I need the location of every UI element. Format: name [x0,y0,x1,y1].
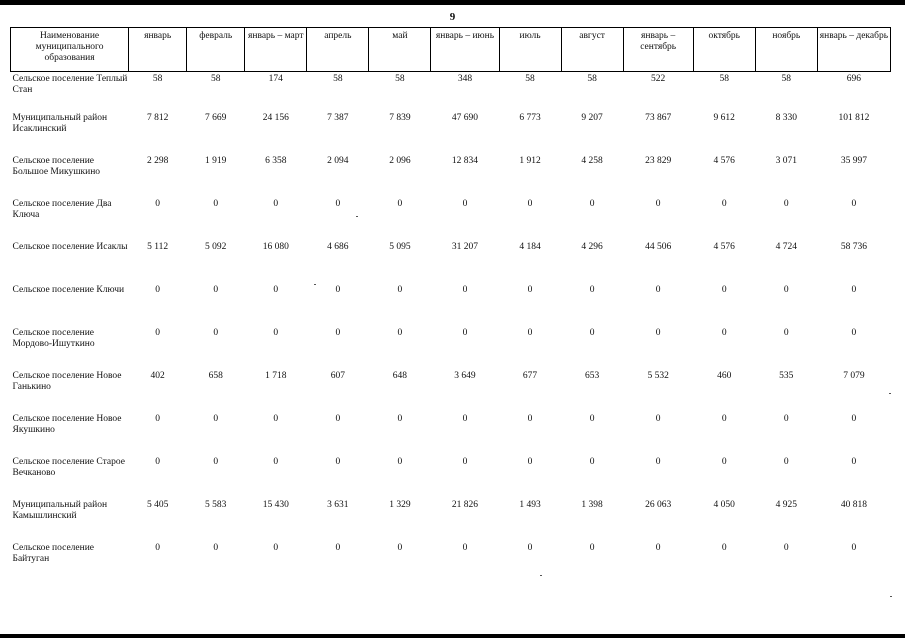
value-cell: 0 [851,285,857,295]
value-cell: 0 [589,328,595,338]
value-cell: 2 094 [327,156,349,166]
value-cell: 522 [651,74,666,84]
municipality-name-cell: Сельское поселение Исаклы [12,242,128,252]
value-cell: 4 686 [327,242,349,252]
value-cell: 0 [851,543,857,553]
value-cell: 0 [273,414,279,424]
value-cell: 0 [397,328,403,338]
value-cell: 0 [155,199,161,209]
value-cell: 31 207 [451,242,479,252]
municipality-name-cell: Сельское поселение Два Ключа [12,199,112,220]
value-cell: 0 [589,457,595,467]
municipality-name-cell: Муниципальный район Камышлинский [12,500,108,521]
value-cell: 58 [587,74,597,84]
value-cell: 6 358 [265,156,287,166]
value-cell: 9 612 [713,113,735,123]
value-cell: 73 867 [645,113,672,123]
value-cell: 7 812 [146,113,169,123]
value-cell: 4 184 [519,242,541,252]
municipality-name-cell: Сельское поселение Новое Ганькино [12,371,122,392]
table-row [11,498,891,541]
column-header-month: май [369,28,431,72]
column-header-month: январь – сентябрь [623,28,693,72]
value-cell: 0 [655,414,661,424]
table-row [11,369,891,412]
value-cell: 58 [525,74,535,84]
value-cell: 58 736 [840,242,867,252]
value-cell: 0 [783,328,789,338]
value-cell: 0 [721,328,727,338]
table-header-row [11,28,891,72]
municipal-data-table [10,27,891,587]
value-cell: 0 [462,199,468,209]
value-cell: 0 [462,457,468,467]
value-cell: 0 [527,414,533,424]
value-cell: 4 925 [775,500,797,510]
value-cell: 0 [273,457,279,467]
value-cell: 40 818 [840,500,867,510]
value-cell: 0 [462,285,468,295]
table-body [11,72,891,588]
value-cell: 0 [655,457,661,467]
value-cell: 23 829 [645,156,672,166]
value-cell: 0 [655,543,661,553]
value-cell: 0 [155,414,161,424]
value-cell: 58 [781,74,792,84]
value-cell: 0 [721,414,727,424]
value-cell: 58 [333,74,343,84]
value-cell: 1 718 [265,371,287,381]
value-cell: 101 812 [838,113,870,123]
value-cell: 348 [457,74,473,84]
municipality-name-cell: Сельское поселение Новое Якушкино [12,414,122,435]
value-cell: 0 [721,285,727,295]
value-cell: 0 [721,543,727,553]
column-header-month: январь [129,28,187,72]
value-cell: 5 405 [146,500,169,510]
value-cell: 0 [721,199,727,209]
table-row [11,541,891,587]
value-cell: 0 [155,457,161,467]
value-cell: 402 [150,371,165,381]
column-header-month: январь – март [245,28,307,72]
value-cell: 47 690 [451,113,479,123]
value-cell: 607 [330,371,345,381]
scan-speck [356,216,358,217]
municipality-name-cell: Муниципальный район Исаклинский [12,113,108,134]
value-cell: 5 532 [647,371,669,381]
value-cell: 0 [527,285,533,295]
value-cell: 0 [721,457,727,467]
value-cell: 58 [719,74,729,84]
value-cell: 7 669 [205,113,227,123]
scan-speck [890,596,892,597]
value-cell: 0 [655,199,661,209]
value-cell: 0 [397,414,403,424]
column-header-month: февраль [187,28,245,72]
municipality-name-cell: Сельское поселение Байтуган [12,543,95,564]
value-cell: 4 050 [713,500,735,510]
municipality-name-cell: Сельское поселение Старое Вечканово [12,457,125,478]
value-cell: 460 [717,371,732,381]
column-header-month: январь – декабрь [817,28,890,72]
value-cell: 0 [462,328,468,338]
value-cell: 1 912 [519,156,541,166]
value-cell: 4 258 [581,156,603,166]
value-cell: 0 [213,457,219,467]
value-cell: 8 330 [775,113,797,123]
scan-speck [540,575,542,576]
value-cell: 4 724 [775,242,797,252]
value-cell: 1 398 [581,500,603,510]
value-cell: 648 [392,371,408,381]
column-header-name: Наименование муниципального образования [11,28,129,72]
table-row [11,111,891,154]
value-cell: 1 329 [389,500,411,510]
value-cell: 0 [527,328,533,338]
column-header-month: август [561,28,623,72]
value-cell: 0 [783,414,789,424]
value-cell: 12 834 [451,156,479,166]
value-cell: 0 [589,543,595,553]
value-cell: 0 [213,543,219,553]
value-cell: 58 [395,74,405,84]
value-cell: 2 298 [146,156,169,166]
value-cell: 658 [208,371,223,381]
value-cell: 7 839 [389,113,411,123]
value-cell: 21 826 [451,500,479,510]
value-cell: 0 [851,199,857,209]
value-cell: 0 [155,328,161,338]
value-cell: 0 [589,199,595,209]
value-cell: 58 [210,74,221,84]
page-number: 9 [449,11,456,23]
value-cell: 0 [155,285,161,295]
value-cell: 677 [522,371,538,381]
table-row [11,72,891,112]
table-row [11,283,891,326]
value-cell: 16 080 [262,242,289,252]
table-row [11,412,891,455]
value-cell: 0 [851,328,857,338]
value-cell: 4 576 [713,156,735,166]
value-cell: 9 207 [581,113,603,123]
value-cell: 3 071 [775,156,797,166]
value-cell: 0 [851,414,857,424]
value-cell: 0 [527,199,533,209]
value-cell: 0 [273,328,279,338]
value-cell: 174 [268,74,283,84]
value-cell: 0 [783,457,789,467]
value-cell: 5 583 [205,500,227,510]
scan-speck [314,284,316,285]
municipality-name-cell: Сельское поселение Мордово-Ишуткино [12,328,95,349]
value-cell: 0 [213,199,219,209]
value-cell: 0 [273,285,279,295]
bottom-border-rule [0,634,905,638]
value-cell: 0 [655,285,661,295]
value-cell: 0 [655,328,661,338]
value-cell: 0 [213,285,219,295]
value-cell: 35 997 [840,156,867,166]
municipality-name-cell: Сельское поселение Ключи [12,285,125,295]
value-cell: 58 [152,74,163,84]
value-cell: 24 156 [262,113,289,123]
value-cell: 0 [783,199,789,209]
value-cell: 6 773 [519,113,541,123]
value-cell: 1 493 [519,500,541,510]
value-cell: 0 [335,199,341,209]
value-cell: 0 [589,414,595,424]
table-row [11,197,891,240]
value-cell: 0 [851,457,857,467]
value-cell: 0 [589,285,595,295]
value-cell: 15 430 [262,500,289,510]
value-cell: 0 [213,414,219,424]
value-cell: 1 919 [205,156,227,166]
value-cell: 653 [584,371,600,381]
column-header-month: апрель [307,28,369,72]
scan-speck [889,393,891,394]
table-row [11,240,891,283]
value-cell: 5 092 [205,242,227,252]
value-cell: 0 [397,285,403,295]
value-cell: 3 649 [454,371,476,381]
value-cell: 0 [335,414,341,424]
value-cell: 0 [527,543,533,553]
value-cell: 0 [462,414,468,424]
column-header-month: октябрь [693,28,755,72]
value-cell: 0 [397,199,403,209]
value-cell: 0 [335,328,341,338]
value-cell: 0 [273,199,279,209]
value-cell: 44 506 [645,242,672,252]
value-cell: 0 [213,328,219,338]
table-row [11,455,891,498]
table-row [11,326,891,369]
value-cell: 0 [155,543,161,553]
table-row [11,154,891,197]
value-cell: 26 063 [645,500,672,510]
value-cell: 0 [397,457,403,467]
value-cell: 0 [783,285,789,295]
top-border-rule [0,0,905,5]
value-cell: 5 112 [147,242,169,252]
value-cell: 0 [397,543,403,553]
value-cell: 7 387 [327,113,349,123]
value-cell: 2 096 [389,156,411,166]
value-cell: 0 [335,543,341,553]
value-cell: 4 576 [713,242,735,252]
column-header-month: июль [499,28,561,72]
value-cell: 0 [527,457,533,467]
value-cell: 7 079 [843,371,865,381]
value-cell: 535 [779,371,794,381]
municipality-name-cell: Сельское поселение Большое Микушкино [12,156,101,177]
value-cell: 0 [273,543,279,553]
municipality-name-cell: Сельское поселение Теплый Стан [12,74,128,95]
value-cell: 4 296 [581,242,603,252]
column-header-month: ноябрь [755,28,817,72]
value-cell: 0 [335,457,341,467]
value-cell: 696 [846,74,862,84]
value-cell: 3 631 [327,500,349,510]
value-cell: 0 [783,543,789,553]
column-header-month: январь – июнь [431,28,499,72]
value-cell: 0 [462,543,468,553]
value-cell: 5 095 [389,242,411,252]
value-cell: 0 [335,285,341,295]
